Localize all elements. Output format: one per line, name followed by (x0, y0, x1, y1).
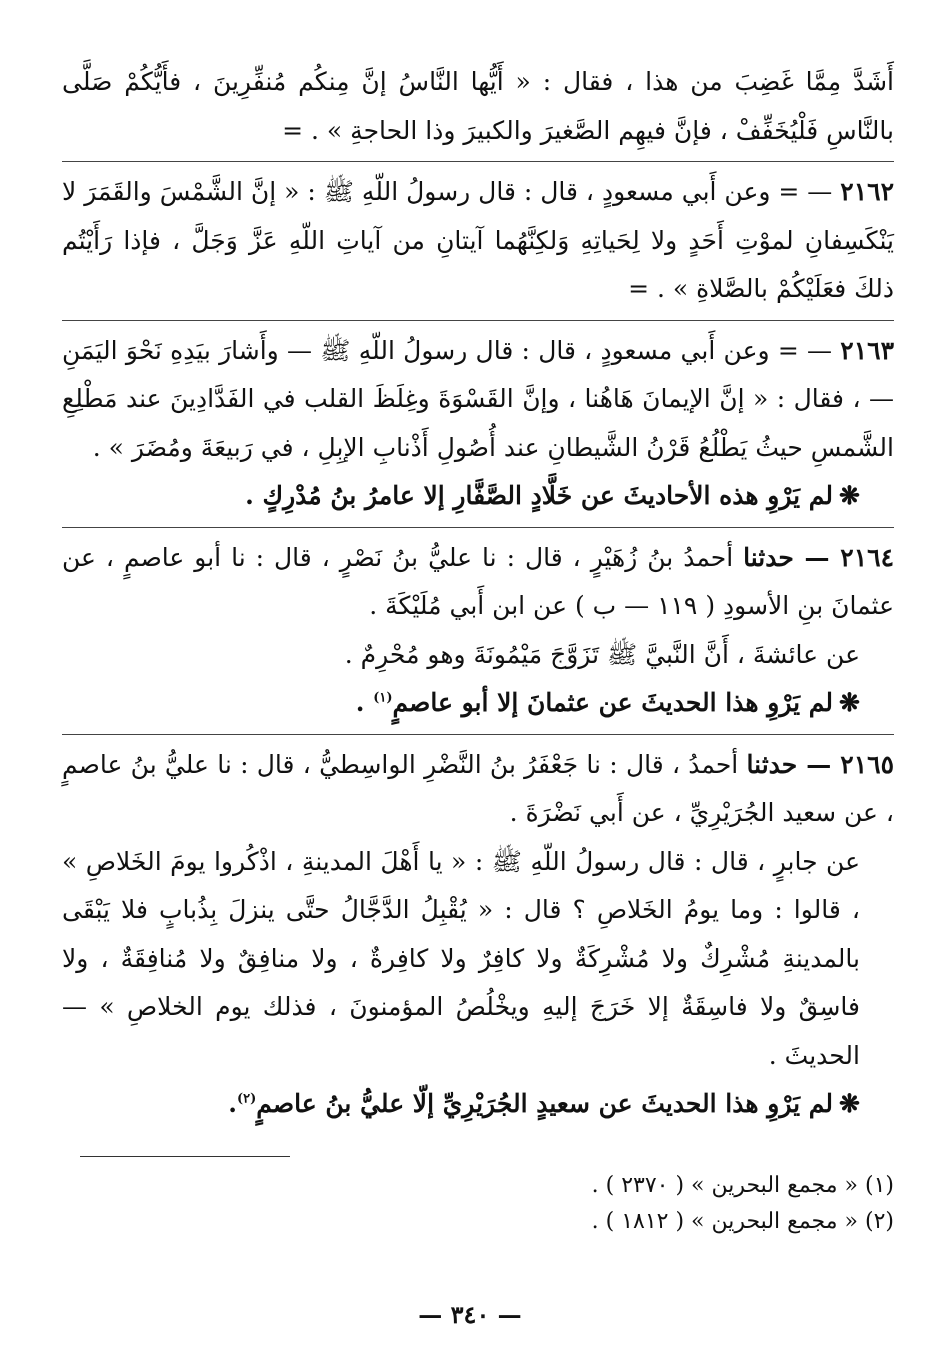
footnote-1: (١) « مجمع البحرين » ( ٢٣٧٠ ) . (591, 1173, 894, 1198)
note-text: لم يَرْوِ هذه الأحاديثَ عن خَلَّادٍ الصَّفَّارِ إلا عامرُ بنُ مُدْرِكٍ . (245, 481, 834, 510)
hadith-matn: عن جابرٍ ، قال : قال رسولُ اللّهِ ﷺ : « يا أَهْلَ المدينةِ ، اذْكُروا يومَ الخَلاصِ » ، قالوا : وما يومُ الخَلاصِ ؟ قال : « يُقْبِلُ الدَّجَّالُ حتَّى ينزلَ بِذُبابٍ فلا يَبْقَى بالمدينةِ مُشْرِكٌ ولا مُشْرِكَةٌ ولا كافِرٌ ولا كافِرةٌ ، ولا منافِقٌ ولا مُنافِقَةٌ ، ولا فاسِقٌ ولا فاسِقَةٌ إلا خَرَجَ إليهِ ويخْلُصُ المؤمنونَ ، فذلك يوم الخلاصِ » — الحديثَ . (62, 846, 860, 1070)
page-number: — ٣٤٠ — (418, 1300, 522, 1329)
star-icon: ❋ (839, 688, 860, 717)
hadith-text: — = وعن أَبي مسعودٍ ، قال : قال رسولُ اللّهِ ﷺ : « إنَّ الشَّمْسَ والقَمَرَ لا يَنْكَسِفانِ لموْتِ أَحَدٍ ولا لِحَياتِهِ وَلكِنَّهُما آيتانِ من آياتِ اللّهِ عَزَّ وَجَلَّ ، فإذا رَأَيْتُم ذلكَ فعَلَيْكُمْ بالصَّلاةِ » . = (62, 177, 894, 303)
hadith-2165 (62, 741, 894, 838)
hadith-isnad: أحمدُ ، قال : نا جَعْفَرُ بنُ النَّضْرِ الواسِطيُّ ، قال : نا عليُّ بنُ عاصمٍ ، عن سعيد الجُرَيْرِيِّ ، عن أَبي نَضْرَةَ . (62, 749, 894, 827)
hadith-number: ٢١٦٢ (840, 177, 894, 206)
hadith-number: ٢١٦٣ (840, 335, 894, 365)
hadith-isnad: أحمدُ بنُ زُهَيْرٍ ، قال : نا عليُّ بنُ نَصْرٍ ، قال : نا أبو عاصمٍ ، عن عثمانَ بنِ الأسودِ ( ١١٩ — ب ) عن ابن أَبي مُلَيْكَةَ . (62, 542, 894, 620)
note-end: . (355, 688, 374, 717)
paragraph-continuation: أَشَدَّ مِمَّا غَضِبَ من هذا ، فقال : « أَيُّها النَّاسُ إنَّ مِنكُم مُنفِّرِينَ ، فأَيُّكُمْ صَلَّى بالنَّاسِ فَلْيُخَفِّفْ ، فإنَّ فيهِم الصَّغيرَ والكبيرَ وذا الحاجةِ » . = (62, 67, 894, 145)
narrator-note (62, 472, 894, 521)
star-icon: ❋ (839, 1089, 860, 1118)
narrator-note (62, 1080, 894, 1129)
footnote-2: (٢) « مجمع البحرين » ( ١٨١٢ ) . (591, 1209, 894, 1234)
footnotes (62, 1168, 894, 1240)
note-end: . (228, 1089, 237, 1118)
separator-line (62, 527, 894, 528)
footnote-rule (80, 1156, 290, 1157)
hadith-number: ٢١٦٤ (840, 542, 894, 572)
hadith-label: — حدثنا (746, 749, 841, 779)
separator-line (62, 161, 894, 162)
hadith-label: — حدثنا (743, 542, 841, 572)
hadith-2164 (62, 534, 894, 631)
hadith-matn: عن عائشةَ ، أَنَّ النَّبيَّ ﷺ تَزَوَّجَ مَيْمُونَةَ وهو مُحْرِمٌ . (344, 639, 860, 669)
separator-line (62, 320, 894, 321)
narrator-note (62, 679, 894, 728)
separator-line (62, 734, 894, 735)
footnote-ref: (٢) (236, 1091, 257, 1107)
note-text: لم يَرْوِ هذا الحديثَ عن سعيدٍ الجُرَيْرِيِّ إلّا عليُّ بنُ عاصمٍ (256, 1089, 834, 1118)
hadith-2162 (62, 168, 894, 314)
hadith-text: — = وعن أَبي مسعودٍ ، قال : قال رسولُ اللّهِ ﷺ — وأَشارَ بيَدِهِ نَحْوَ اليَمَنِ — ، فقال : « إنَّ الإيمانَ هَاهُنا ، وإنَّ القَسْوَةَ وغِلَظَ القلب في الفَدَّادِينَ عند مَطْلِعِ الشَّمسِ حيثُ يَطْلُعُ قَرْنُ الشَّيطانِ عند أُصُولِ أَذْنابِ الإبِلِ ، في رَبيعَةَ ومُضَرَ » . (62, 335, 894, 462)
footnote-ref: (١) (373, 690, 393, 706)
page-body (62, 58, 894, 1129)
note-text: لم يَرْوِ هذا الحديثَ عن عثمانَ إلا أبو عاصمٍ (392, 688, 834, 717)
hadith-2163 (62, 327, 894, 473)
star-icon: ❋ (839, 481, 860, 510)
hadith-number: ٢١٦٥ (840, 749, 894, 779)
